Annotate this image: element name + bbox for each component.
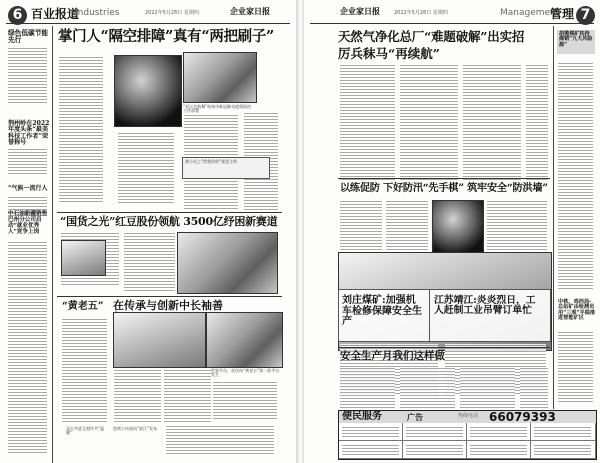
ad-text [534, 426, 591, 437]
headline-guoan: “国货之光”红豆股份领航 3500亿纾困新赛道 [60, 215, 278, 228]
article-text [520, 367, 548, 408]
article-text [340, 200, 382, 250]
sidebar-headline: 中铁、鸡西局-总站矿由检测员用“三观”平稳推进智能矿区 [558, 299, 596, 322]
article-text [164, 369, 211, 423]
sidebar-item: “气候一流行人 [8, 185, 48, 192]
article-text [400, 64, 458, 180]
article-text [386, 200, 428, 250]
headline-safety: 安全生产月我们这样做 [340, 350, 445, 362]
sidebar-headline: 胡揽煤矿扶持煤销“九大风险源” [559, 31, 593, 48]
article-text [487, 200, 547, 252]
headline-yellow: “黄老五” [62, 301, 104, 312]
section-rule [338, 178, 550, 179]
section-rule [57, 296, 282, 297]
photo [183, 52, 257, 103]
article-text [59, 56, 103, 204]
ad-phone: 66079393 [489, 410, 556, 424]
top-rule [6, 23, 290, 24]
sidebar-text-block [8, 241, 47, 454]
article-text [62, 318, 107, 422]
page-number-badge: 6 [8, 6, 27, 25]
date-line: 2022年5月26日 星期四 [145, 10, 199, 16]
page-gutter [296, 0, 304, 463]
article-text [166, 425, 274, 456]
right-page [304, 0, 600, 463]
right-sidebar [553, 26, 598, 409]
section-title: 百业报道 [31, 7, 80, 21]
photo [432, 200, 484, 254]
headline-flood: 以练促防 下好防汛“先手棋” 筑牢安全“防洪墙” [340, 182, 548, 194]
photo-caption: 世界平台，首次向“黄老五”第一款平台发生 [211, 368, 280, 378]
headline-main-2: 厉兵秣马“再续航” [338, 46, 440, 61]
ad-text [470, 426, 527, 437]
ad-title: 便民服务 [342, 411, 382, 422]
section-rule [57, 212, 282, 213]
article-text [124, 232, 175, 293]
photo-caption: 悠黄小庆面向“浙江”发布 [113, 426, 158, 431]
headline-jiangsu: 江苏靖江:炎炎烈日，工人赶制工业吊臂订单忙 [434, 295, 536, 317]
ad-text [342, 444, 399, 455]
sidebar-item: 中石油新疆销售巴州分公司启动“就业优秀人”竞争上岗 [8, 211, 48, 235]
photo [114, 55, 182, 127]
section-rule [338, 347, 550, 348]
article-text [340, 367, 395, 408]
ad-text [406, 444, 463, 455]
sidebar-text-block [8, 148, 47, 176]
page-number-badge: 7 [576, 6, 595, 25]
photo-caption: 双方共进互相作共“温暖” [66, 426, 105, 436]
photo [206, 312, 283, 368]
left-page [0, 0, 296, 463]
callout-text: 黄小庆之“给我你的”视觉主持 [185, 159, 238, 164]
masthead: 企业家日报 [340, 6, 380, 16]
ad-text [406, 426, 463, 437]
photo-caption: “亚运会鼓舞”杭州市新冠肺炎疫情防控工作部署 [183, 104, 252, 114]
article-text [400, 367, 455, 408]
photo [61, 240, 106, 276]
sidebar-item: 荆州岭在2022年度头条“最美科技工作者”荣誉称号 [8, 120, 50, 147]
sidebar-text-block [558, 331, 593, 404]
ad-subtitle: 广告 [407, 412, 423, 422]
article-text [114, 369, 161, 423]
section-subtitle: Industries [75, 8, 120, 18]
ad-text [534, 444, 591, 455]
article-text [340, 64, 395, 180]
headline-main: 掌门人“隔空排障”真有“两把刷子” [58, 28, 274, 45]
classified-ad-bar [338, 410, 597, 460]
section-subtitle: Management [500, 8, 560, 18]
left-sidebar [6, 26, 53, 463]
sidebar-text-block [558, 62, 593, 290]
headline-coal: 刘庄煤矿:加强机车检修保障安全生产 [342, 295, 422, 327]
photo [113, 312, 206, 368]
headline-main: 天然气净化总厂“难题破解”出实招 [338, 29, 525, 44]
ad-text [342, 426, 399, 437]
article-text [213, 381, 277, 421]
date-line: 2022年5月26日 星期四 [394, 10, 448, 16]
article-text [460, 367, 515, 408]
headline-inherit: 在传承与创新中长袖善 [113, 299, 223, 312]
article-text [463, 64, 521, 180]
sidebar-item: 绿色低碳节能先行 [8, 29, 49, 45]
sidebar-text-block [8, 47, 47, 105]
ad-text [470, 444, 527, 455]
article-text [526, 64, 548, 180]
section-title: 管理 [550, 7, 575, 21]
photo [177, 232, 278, 294]
article-text [118, 132, 174, 204]
ad-note: 热线电话 [458, 413, 479, 419]
top-rule [310, 23, 594, 24]
masthead: 企业家日报 [230, 6, 270, 16]
